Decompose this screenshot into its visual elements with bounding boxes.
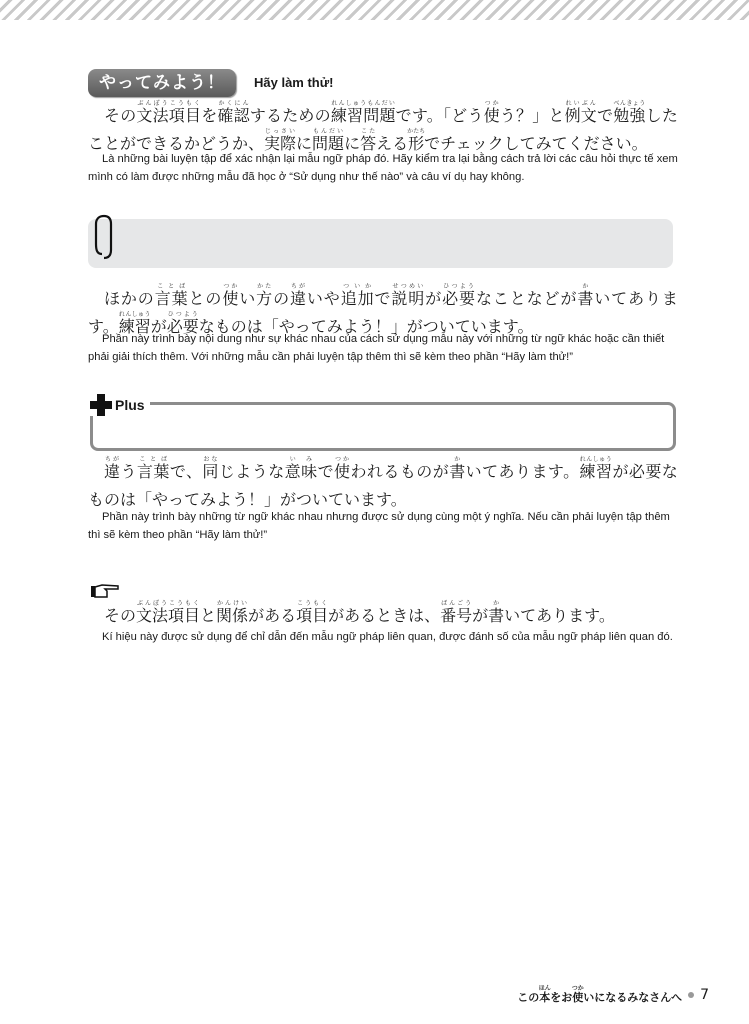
furigana-word: 本ほん	[538, 985, 551, 1004]
furigana-word: 同おな	[202, 456, 219, 481]
furigana-word: 言葉ことば	[154, 283, 189, 308]
furigana-word: 書か	[577, 283, 595, 308]
furigana-word: 方かた	[256, 283, 274, 308]
page-number: 7	[700, 987, 709, 1003]
furigana-word: 勉強べんきょう	[613, 100, 646, 125]
note-japanese: ほかの言葉ことばとの使つかい方かたの違ちがいや追加ついかで説明せつめいが必要ひつようなことなどが書かいてあります。練習れんしゅうが必要ひつようなものは「やってみよう！」がついています。	[88, 283, 678, 336]
furigana-word: 例文れいぶん	[564, 100, 598, 125]
try-it-subtitle: Hãy làm thử!	[254, 75, 334, 90]
footer-dot	[688, 992, 694, 998]
pointing-hand-icon	[90, 583, 120, 599]
furigana-word: 追加ついか	[340, 283, 375, 308]
decorative-stripe-band	[0, 0, 749, 20]
plus-vietnamese: Phần này trình bày những từ ngữ khác nhau nhưng được sử dụng cùng một ý nghĩa. Nếu cần phải luyện tập thêm thì sẽ kèm theo phần “Hãy làm thử!”	[88, 511, 670, 541]
furigana-word: 項目こうもく	[296, 600, 329, 625]
furigana-word: 練習問題れんしゅうもんだい	[330, 100, 396, 125]
furigana-word: 違ちが	[104, 456, 121, 481]
furigana-word: 説明せつめい	[391, 283, 426, 308]
furigana-word: 書か	[449, 456, 466, 481]
furigana-word: 練習れんしゅう	[579, 456, 613, 481]
furigana-word: 問題もんだい	[312, 128, 345, 153]
furigana-word: 関係かんけい	[216, 600, 249, 625]
try-it-badge: やってみよう！	[88, 69, 236, 97]
furigana-word: 意味いみ	[284, 456, 318, 481]
furigana-word: 答こた	[360, 128, 377, 153]
plus-label	[90, 394, 150, 416]
furigana-word: 使つか	[222, 283, 240, 308]
plus-text: Plus	[115, 397, 145, 413]
furigana-word: 番号ばんごう	[440, 600, 473, 625]
furigana-word: 違ちが	[289, 283, 307, 308]
plus-japanese: 違ちがう言葉ことばで、同おなじような意味いみで使つかわれるものが書かいてあります。練習れんしゅうが必要なものは「やってみよう！」がついています。	[88, 456, 678, 509]
plus-icon	[90, 394, 112, 416]
page-footer	[517, 985, 709, 1005]
furigana-word: 必要ひつよう	[166, 311, 199, 336]
furigana-word: 必要ひつよう	[442, 283, 476, 308]
furigana-word: 形かたち	[407, 128, 426, 153]
furigana-word: 文法項目ぶんぽうこうもく	[136, 100, 202, 125]
furigana-word: 書か	[488, 600, 505, 625]
footer-title: この本ほんをお使つかいになるみなさんへ	[517, 985, 683, 1004]
note-header-box	[88, 219, 673, 268]
furigana-word: 実際じっさい	[264, 128, 297, 153]
reference-vietnamese: Kí hiệu này được sử dụng để chỉ dẫn đến mẫu ngữ pháp liên quan, được đánh số của mẫu ngữ pháp liên quan đó.	[102, 631, 673, 643]
try-it-vietnamese: Là những bài luyện tập để xác nhận lại mẫu ngữ pháp đó. Hãy kiểm tra lại bằng cách trả lời các câu hỏi thực tế xem mình có làm được những mẫu đã học ở “Sử dụng như thế nào” và câu ví dụ hay không.	[88, 153, 678, 183]
furigana-word: 文法項目ぶんぽうこうもく	[136, 600, 201, 625]
reference-japanese: その文法項目ぶんぽうこうもくと関係かんけいがある項目こうもくがあるときは、番号ばんごうが書かいてあります。	[104, 600, 615, 625]
furigana-word: 確認かくにん	[217, 100, 250, 125]
paperclip-icon	[92, 214, 118, 260]
note-vietnamese: Phần này trình bày nội dung như sự khác nhau của cách sử dụng mẫu này với những từ ngữ khác hoặc cần thiết phải giải thích thêm. Với những mẫu cần phải luyện tập thêm thì sẽ kèm theo phần “Hãy làm thử!”	[88, 333, 665, 363]
plus-box	[90, 402, 676, 451]
furigana-word: 言葉ことば	[136, 456, 170, 481]
furigana-word: 練習れんしゅう	[118, 311, 151, 336]
furigana-word: 使つか	[334, 456, 351, 481]
try-it-japanese: その文法項目ぶんぽうこうもくを確認かくにんするための練習問題れんしゅうもんだいです。「どう使つかう？」と例文れいぶんで勉強べんきょうしたことができるかどうか、実際じっさいに問題もんだいに答こたえる形かたちでチェックしてみてください。	[88, 100, 678, 153]
furigana-word: 使つか	[483, 100, 500, 125]
furigana-word: 使つか	[571, 985, 584, 1004]
